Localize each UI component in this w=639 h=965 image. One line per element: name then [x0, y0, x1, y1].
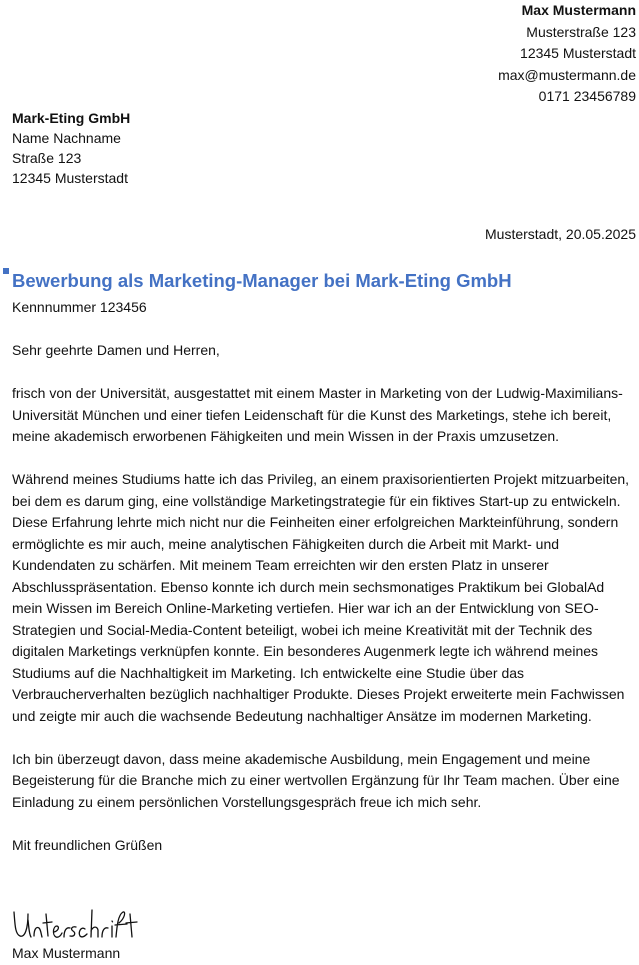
salutation: Sehr geehrte Damen und Herren, [12, 342, 220, 358]
sender-name: Max Mustermann [521, 2, 636, 18]
sender-city: 12345 Musterstadt [520, 45, 636, 61]
paragraph-conclusion: Ich bin überzeugt davon, dass meine akademische Ausbildung, mein Engagement und meine Begeisterung für die Branche mich zu einer wertvollen Ergänzung für Ihr Team machen. Über eine Einladung zu einem persönlichen Vorstellungsgespräch freue ich mich sehr. [12, 750, 620, 810]
recipient-city: 12345 Musterstadt [12, 170, 128, 186]
recipient-street: Straße 123 [12, 150, 82, 166]
letter-date: Musterstadt, 20.05.2025 [485, 226, 636, 242]
recipient-block [12, 108, 130, 188]
sender-block [498, 0, 636, 108]
sender-phone: 0171 23456789 [538, 88, 636, 104]
letter-body [12, 340, 634, 878]
sender-email: max@mustermann.de [498, 66, 636, 83]
paragraph-experience: Während meines Studiums hatte ich das Privileg, an einem praxisorientierten Projekt mitzuarbeiten, bei dem es darum ging, eine vollständige Marketingstrategie für ein fiktives Start-up zu entwickeln. Diese Erfahrung lehrte mich nicht nur die Feinheiten einer erfolgreichen Markteinführung, sondern ermöglichte es mir auch, meine analytischen Fähigkeiten durch die Arbeit mit Markt- und Kundendaten zu schärfen. Mit meinem Team erreichten wir den ersten Platz in unserer Abschlusspräsentation. Ebenso konnte ich durch mein sechsmonatiges Praktikum bei GlobalAd mein Wissen im Bereich Online-Marketing vertiefen. Hier war ich an der Entwicklung von SEO-Strategien und Social-Media-Content beteiligt, wobei ich meine Kreativität mit der Technik des digitalen Marketings verknüpfen konnte. Ein besonderes Augenmerk legte ich während meines Studiums auf die Nachhaltigkeit im Marketing. Ich entwickelte eine Studie über das Verbraucherverhalten bezüglich nachhaltiger Produkte. Dieses Projekt erweiterte mein Fachwissen und zeigte mir auch die wachsende Bedeutung nachhaltiger Ansätze im modernen Marketing. [12, 471, 630, 724]
recipient-company: Mark-Eting GmbH [12, 110, 131, 126]
reference-number: Kennnummer 123456 [12, 299, 147, 315]
recipient-contact: Name Nachname [12, 130, 121, 146]
closing: Mit freundlichen Grüßen [12, 836, 163, 853]
paragraph-intro: frisch von der Universität, ausgestattet mit einem Master in Marketing von der Ludwig-Maximilians-Universität München und einer tiefen Leidenschaft für die Kunst des Marketings, stehe ich bereit, meine akademisch erworbenen Fähigkeiten und mein Wissen in der Praxis umzusetzen. [12, 385, 623, 444]
sender-street: Musterstraße 123 [526, 23, 636, 40]
signed-name: Max Mustermann [12, 945, 121, 961]
subject-heading: Bewerbung als Marketing-Manager bei Mark-Eting GmbH [12, 270, 512, 291]
heading-anchor-marker [3, 268, 9, 274]
handwritten-signature [12, 906, 142, 944]
